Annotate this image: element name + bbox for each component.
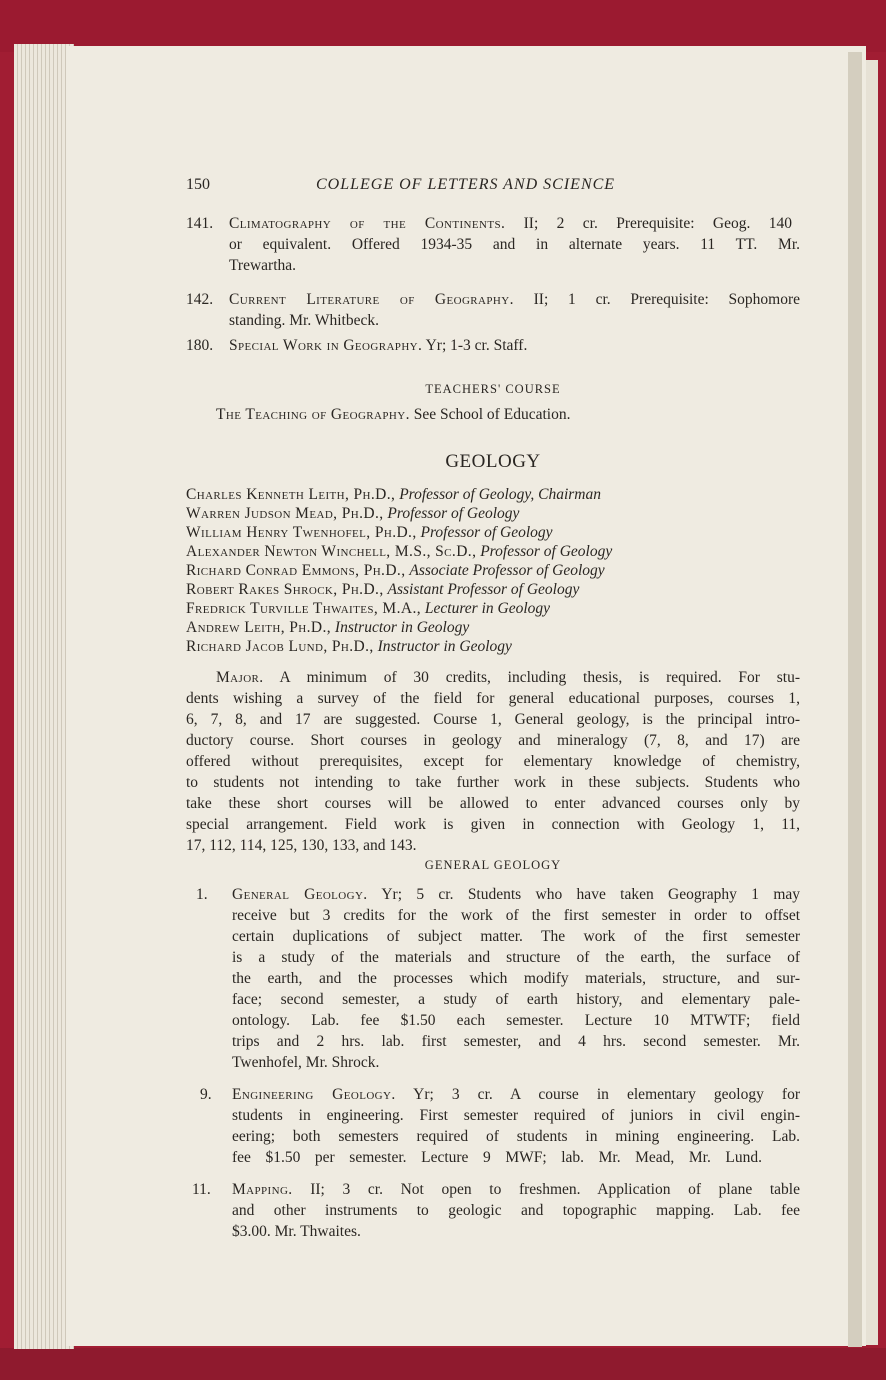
course-line: or equivalent. Offered 1934-35 and in alternate years. 11 TT. Mr. [229, 236, 800, 253]
course-number: 180. [186, 337, 214, 354]
gutter-shadow [848, 52, 862, 1347]
faculty-entry: Alexander Newton Winchell, M.S., Sc.D., Professor of Geology [186, 543, 613, 560]
paragraph-line: to students not intending to take further work in these subjects. Students who [186, 774, 800, 791]
section-subheading: TEACHERS' COURSE [425, 382, 561, 396]
course-number: 142. [186, 291, 214, 308]
paragraph-line: special arrangement. Field work is given in connection with Geology 1, 11, [186, 816, 800, 833]
faculty-entry: Richard Conrad Emmons, Ph.D., Associate Professor of Geology [186, 562, 605, 579]
course-title: Current Literature of Geography. [229, 291, 514, 308]
book-cover-bottom [0, 1348, 886, 1380]
course-title: The Teaching of Geography. [216, 406, 410, 423]
faculty-entry: Andrew Leith, Ph.D., Instructor in Geology [186, 619, 470, 636]
course-line: certain duplications of subject matter. The work of the first semester [232, 928, 800, 945]
paragraph-line: Major. A minimum of 30 credits, including thesis, is required. For stu- [216, 669, 800, 686]
course-number: 141. [186, 215, 214, 232]
faculty-entry: Warren Judson Mead, Ph.D., Professor of Geology [186, 505, 520, 522]
course-number: 1. [196, 886, 208, 903]
course-line: and other instruments to geologic and topographic mapping. Lab. fee [232, 1202, 800, 1219]
course-line: Current Literature of Geography. II; 1 cr. Prerequisite: Sophomore [229, 291, 801, 308]
faculty-entry: Robert Rakes Shrock, Ph.D., Assistant Professor of Geology [186, 581, 580, 598]
course-line: Special Work in Geography. Yr; 1-3 cr. Staff. [229, 337, 528, 354]
course-title: General Geology. [232, 886, 368, 903]
course-line: Trewartha. [229, 257, 297, 274]
course-line: The Teaching of Geography. See School of Education. [216, 406, 571, 423]
course-line: $3.00. Mr. Thwaites. [232, 1223, 361, 1240]
paragraph-line: 17, 112, 114, 125, 130, 133, and 143. [186, 837, 417, 854]
faculty-entry: William Henry Twenhofel, Ph.D., Professor of Geology [186, 524, 553, 541]
course-line: Engineering Geology. Yr; 3 cr. A course in elementary geology for [232, 1086, 800, 1103]
course-number: 9. [200, 1086, 212, 1103]
course-title: Mapping. [232, 1181, 293, 1198]
course-line: receive but 3 credits for the work of the first semester in order to offset [232, 907, 800, 924]
course-line: General Geology. Yr; 5 cr. Students who have taken Geography 1 may [232, 886, 800, 903]
course-line: standing. Mr. Whitbeck. [229, 312, 379, 329]
course-line: the earth, and the processes which modify materials, structure, and sur- [232, 970, 800, 987]
paragraph-line: 6, 7, 8, and 17 are suggested. Course 1, General geology, is the principal intro- [186, 711, 800, 728]
faculty-entry: Fredrick Turville Thwaites, M.A., Lecturer in Geology [186, 600, 551, 617]
course-line: Mapping. II; 3 cr. Not open to freshmen. Application of plane table [232, 1181, 800, 1198]
running-header: COLLEGE OF LETTERS AND SCIENCE [316, 176, 616, 193]
course-line: is a study of the materials and structure of the earth, the surface of [232, 949, 800, 966]
course-line: eering; both semesters required of students in mining engineering. Lab. [232, 1128, 800, 1145]
department-heading: GEOLOGY [445, 451, 541, 472]
faculty-entry: Richard Jacob Lund, Ph.D., Instructor in Geology [186, 638, 512, 655]
course-title: Climatography of the Continents. [229, 215, 506, 232]
section-subheading: GENERAL GEOLOGY [424, 858, 562, 872]
paragraph-line: offered without prerequisites, except for elementary knowledge of chemistry, [186, 753, 800, 770]
course-line: Twenhofel, Mr. Shrock. [232, 1054, 380, 1071]
paragraph-line: dents wishing a survey of the field for general educational purposes, courses 1, [186, 690, 800, 707]
paragraph-line: ductory course. Short courses in geology and mineralogy (7, 8, and 17) are [186, 732, 800, 749]
page-number: 150 [186, 176, 210, 193]
course-line: ontology. Lab. fee $1.50 each semester. Lecture 10 MTWTF; field [232, 1012, 800, 1029]
paragraph-line: take these short courses will be allowed to enter advanced courses only by [186, 795, 800, 812]
book-cover-top [0, 0, 886, 52]
course-line: face; second semester, a study of earth history, and elementary pale- [232, 991, 800, 1008]
course-line: trips and 2 hrs. lab. first semester, and 4 hrs. second semester. Mr. [232, 1033, 800, 1050]
course-line: fee $1.50 per semester. Lecture 9 MWF; lab. Mr. Mead, Mr. Lund. [232, 1149, 762, 1166]
page-edges [14, 44, 74, 1349]
faculty-entry: Charles Kenneth Leith, Ph.D., Professor of Geology, Chairman [186, 486, 601, 503]
course-line: students in engineering. First semester required of juniors in civil engin- [232, 1107, 800, 1124]
course-title: Engineering Geology. [232, 1086, 396, 1103]
course-title: Special Work in Geography. [229, 337, 423, 354]
course-number: 11. [192, 1181, 211, 1198]
course-line: Climatography of the Continents. II; 2 cr. Prerequisite: Geog. 140 [229, 215, 793, 232]
